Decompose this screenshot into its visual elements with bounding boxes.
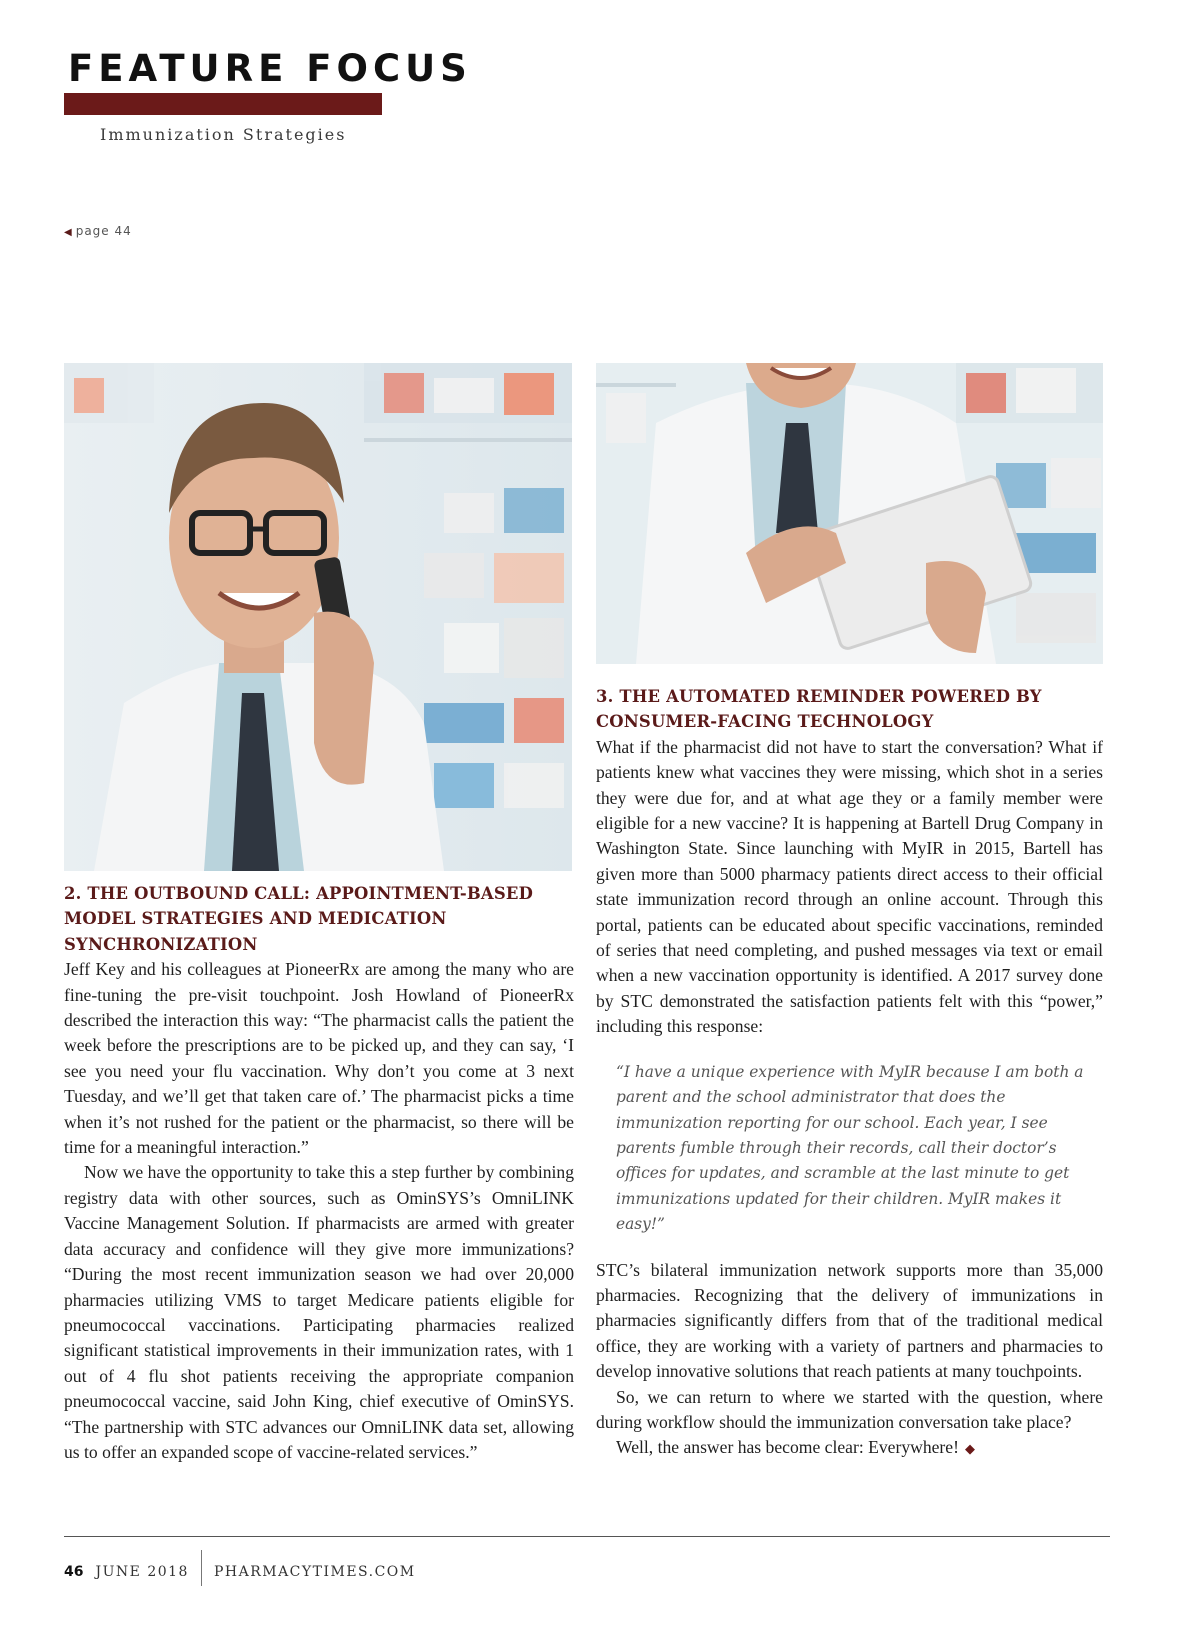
left-paragraph: Jeff Key and his colleagues at PioneerRx are among the many who are fine-tuning the pre-visit touchpoint. Josh Howland of PioneerRx described the interaction this way: “The pharmacist calls the patient the week before the prescriptions are to be picked up, and they can say, ‘I see you need your flu vaccination. Why don’t you come at 3 next Tuesday, and we’ll get that taken care of.’ The pharmacist picks a time when it’s not rushed for the patient or the pharmacist, so there will be time for a meaningful interaction.” xyxy=(64,959,574,1158)
caret-left-icon: ◀ xyxy=(64,227,73,238)
footer-rule xyxy=(64,1536,1110,1537)
site-name[interactable]: PHARMACYTIMES.COM xyxy=(213,1564,416,1580)
right-paragraph: So, we can return to where we started with the question, where during workflow should the immunization conversation take place? xyxy=(596,1386,1103,1432)
issue-date: JUNE 2018 xyxy=(95,1564,189,1580)
end-diamond-icon: ◆ xyxy=(964,1441,975,1457)
right-paragraph: STC’s bilateral immunization network supports more than 35,000 pharmacies. Recognizing that the delivery of immunizations in pharmacies significantly differs from that of the traditional medical office, they are working with a variety of partners and pharmacies to develop innovative solutions that reach patients at many touchpoints. xyxy=(596,1259,1103,1382)
continued-label: page 44 xyxy=(75,224,132,238)
page-footer xyxy=(64,1554,416,1590)
closing-paragraph xyxy=(596,1435,1103,1461)
footer-divider xyxy=(201,1550,202,1586)
section-3-heading: 3. THE AUTOMATED REMINDER POWERED BY CONSUMER-FACING TECHNOLOGY xyxy=(596,687,1042,732)
photo-icon xyxy=(64,363,572,871)
continued-from[interactable] xyxy=(64,224,132,238)
left-paragraph: Now we have the opportunity to take this a step further by combining registry data with other sources, such as OminSYS’s OmniLINK Vaccine Management Solution. If pharmacists are armed with greater data accuracy and confidence will they give more immunizations? “During the most recent immunization season we had over 20,000 pharmacies utilizing VMS to target Medicare patients eligible for pneumococcal vaccinations. Participating pharmacies realized significant statistical improvements in their immunization rates, with 1 out of 4 flu shot patients receiving the appropriate companion pneumococcal vaccine, said John King, chief executive of OminSYS. “The partnership with STC advances our OmniLINK data set, allowing us to offer an expanded scope of vaccine-related services.” xyxy=(64,1162,574,1462)
right-column xyxy=(596,684,1103,1462)
section-title: FEATURE FOCUS xyxy=(68,47,472,90)
header-bar xyxy=(64,93,382,115)
section-2-heading: 2. THE OUTBOUND CALL: APPOINTMENT-BASED MODEL STRATEGIES AND MEDICATION SYNCHRONIZATION xyxy=(64,884,533,954)
pull-quote: “I have a unique experience with MyIR because I am both a parent and the school administrator that does the immunization reporting for our school. Each year, I see parents fumble through their records, call their doctor’s offices for updates, and scramble at the last minute to get immunizations updated for their children. MyIR makes it easy!” xyxy=(616,1062,1084,1234)
left-column xyxy=(64,881,574,1465)
pharmacist-on-phone-photo xyxy=(64,363,572,871)
pharmacist-with-tablet-photo xyxy=(596,363,1103,664)
page-number: 46 xyxy=(64,1564,84,1580)
photo-icon xyxy=(596,363,1103,664)
right-paragraph: What if the pharmacist did not have to start the conversation? What if patients knew what vaccines they were missing, which shot in a series they were due for, and at what age they or a family member were eligible for a new vaccine? It is happening at Bartell Drug Company in Washington State. Since launching with MyIR in 2015, Bartell has given more than 5000 pharmacy patients direct access to their official state immunization record through an online account. Through this portal, patients can be educated about specific vaccinations, reminded of series that need completing, and pushed messages via text or email when a new vaccination opportunity is identified. A 2017 survey done by STC demonstrated the satisfaction patients felt with this “power,” including this response: xyxy=(596,736,1103,1037)
closing-text: Well, the answer has become clear: Everywhere! xyxy=(616,1437,959,1458)
section-subtitle: Immunization Strategies xyxy=(100,125,347,144)
